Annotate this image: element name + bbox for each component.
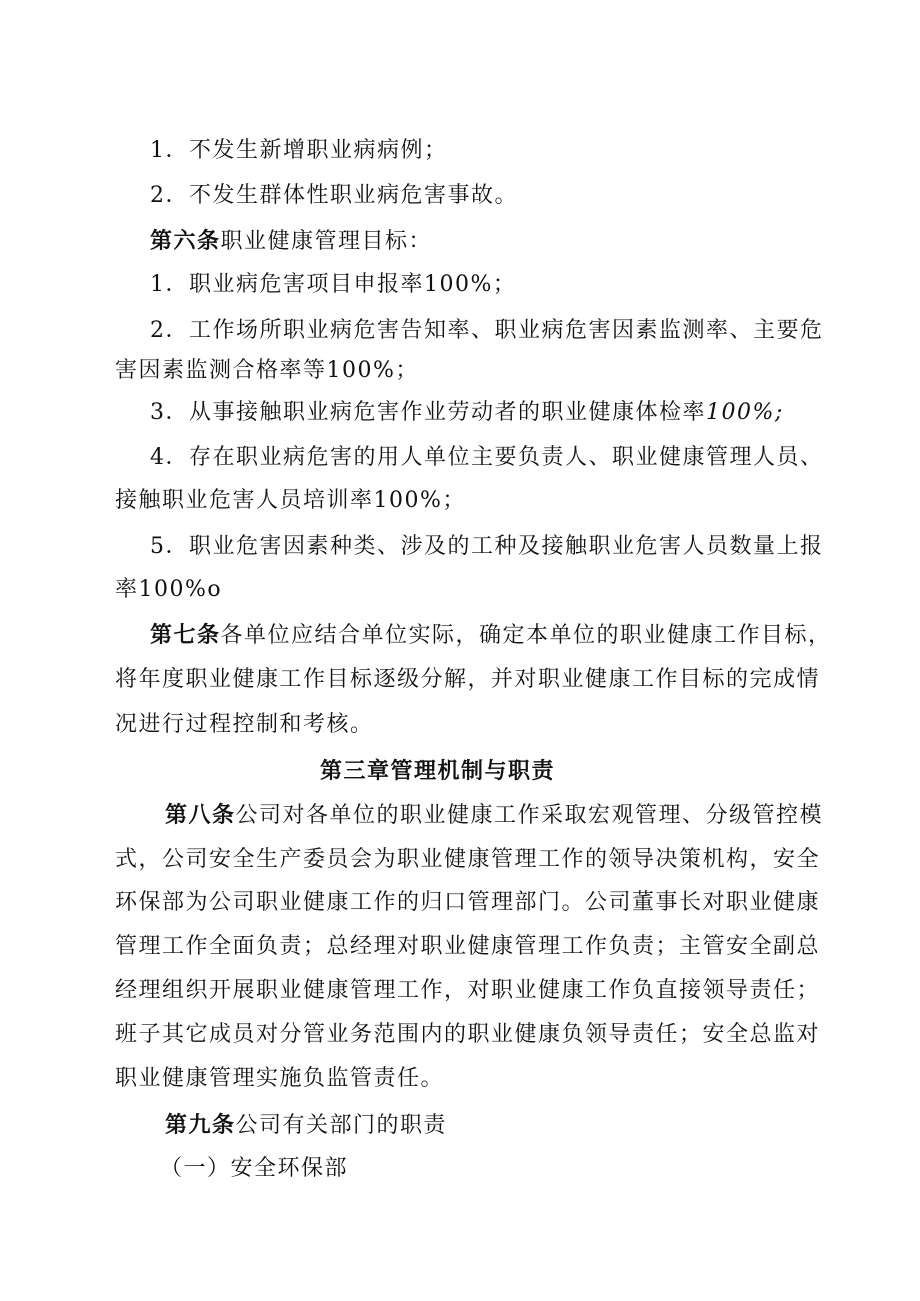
article-9-heading: 第九条 <box>165 1112 236 1138</box>
article-6-item-1: 1．职业病危害项目申报率100%； <box>150 272 517 297</box>
article-8-line-5: 经理组织开展职业健康管理工作，对职业健康工作负直接领导责任； <box>115 978 821 1003</box>
article-6-item-3-rate: 100%; <box>706 400 784 425</box>
article-9-text: 公司有关部门的职责 <box>235 1113 448 1138</box>
goal-item-2: 2．不发生群体性职业病危害事故。 <box>150 183 518 208</box>
article-7-line-3: 况进行过程控制和考核。 <box>115 712 374 737</box>
article-6-item-3-text: 3．从事接触职业病危害作业劳动者的职业健康体检率 <box>150 400 706 425</box>
article-6-item-3 <box>150 398 784 428</box>
article-6-item-5-line-1: 5．职业危害因素种类、涉及的工种及接触职业危害人员数量上报 <box>150 534 824 559</box>
article-6-item-5-line-2: 率100%o <box>115 577 223 602</box>
article-6-text: 职业健康管理目标： <box>220 229 433 254</box>
article-8-line-6: 班子其它成员对分管业务范围内的职业健康负领导责任；安全总监对 <box>115 1022 821 1047</box>
article-7-text-1: 各单位应结合单位实际，确定本单位的职业健康工作目标， <box>220 623 832 648</box>
article-7-line-2: 将年度职业健康工作目标逐级分解，并对职业健康工作目标的完成情 <box>115 667 821 692</box>
article-7-line-1 <box>150 620 832 651</box>
article-6-item-4-line-2: 接触职业危害人员培训率100%； <box>115 488 466 513</box>
article-8-line-7: 职业健康管理实施负监管责任。 <box>115 1066 445 1091</box>
article-8-line-3: 环保部为公司职业健康工作的归口管理部门。公司董事长对职业健康 <box>115 890 821 915</box>
article-6-item-2-line-2: 害因素监测合格率等100%； <box>115 358 419 383</box>
article-6-item-2-line-1: 2．工作场所职业病危害告知率、职业病危害因素监测率、主要危 <box>150 318 824 343</box>
article-7-heading: 第七条 <box>150 622 221 648</box>
article-6-item-4-line-1: 4．存在职业病危害的用人单位主要负责人、职业健康管理人员、 <box>150 445 824 470</box>
article-6-line <box>150 226 432 257</box>
section-1-title: （一）安全环保部 <box>160 1156 349 1181</box>
article-9-line <box>165 1110 447 1141</box>
article-6-heading: 第六条 <box>150 228 221 254</box>
article-8-heading: 第八条 <box>165 802 236 828</box>
article-8-line-2: 式，公司安全生产委员会为职业健康管理工作的领导决策机构，安全 <box>115 847 821 872</box>
article-8-line-4: 管理工作全面负责；总经理对职业健康管理工作负责；主管安全副总 <box>115 934 821 959</box>
article-8-text-1: 公司对各单位的职业健康工作采取宏观管理、分级管控模 <box>235 803 824 828</box>
article-8-line-1 <box>165 800 823 831</box>
goal-item-1: 1．不发生新增职业病病例； <box>150 138 448 163</box>
chapter-3-title: 第三章管理机制与职责 <box>320 758 556 784</box>
